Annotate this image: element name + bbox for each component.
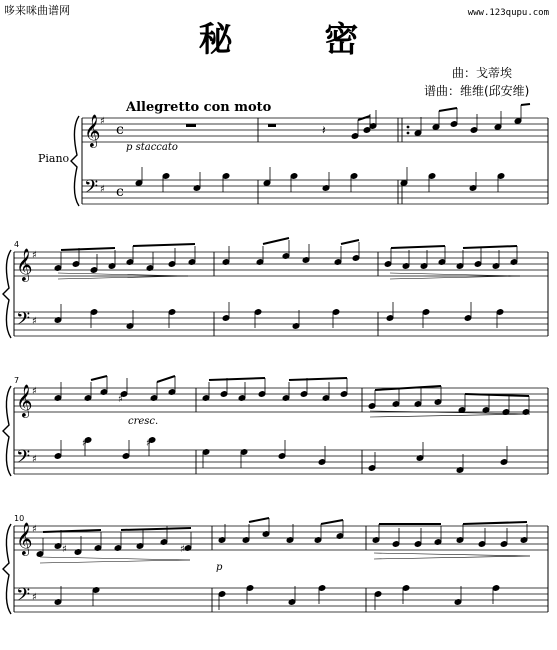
note-beam <box>321 520 343 524</box>
note-beam <box>263 238 289 244</box>
quarter-rest: 𝄽 <box>322 123 326 137</box>
note-beam <box>121 528 191 530</box>
hairpin <box>370 414 530 417</box>
treble-clef: 𝄞 <box>16 248 33 281</box>
note-beam <box>341 240 359 244</box>
bass-clef: 𝄢 <box>16 585 31 610</box>
key-signature-sharp: ♯ <box>32 454 37 465</box>
key-signature-sharp: ♯ <box>100 184 105 195</box>
note-beam <box>463 522 527 524</box>
key-signature-sharp: ♯ <box>100 116 105 127</box>
note-beam <box>463 246 517 248</box>
hairpin <box>390 276 520 279</box>
brace <box>3 524 11 614</box>
time-signature: c <box>116 122 124 138</box>
whole-rest <box>186 124 196 127</box>
key-signature-sharp: ♯ <box>32 250 37 261</box>
note-beam <box>439 108 457 111</box>
note-beam <box>209 378 265 380</box>
repeat-dot <box>407 126 410 129</box>
measure-number: 7 <box>14 376 20 385</box>
accidental-sharp: ♯ <box>146 438 151 449</box>
accidental-sharp: ♯ <box>180 544 185 555</box>
key-signature-sharp: ♯ <box>32 592 37 603</box>
measure-number: 10 <box>14 514 25 523</box>
brace <box>71 116 79 206</box>
treble-clef: 𝄞 <box>16 522 33 555</box>
time-signature: c <box>116 184 124 200</box>
half-rest <box>268 124 276 127</box>
instrument-label: Piano <box>38 152 70 165</box>
note-beam <box>91 376 107 380</box>
note-beam <box>521 104 530 105</box>
arranger-credit: 谱曲：维维(邱安维) <box>424 84 530 98</box>
hairpin <box>374 553 530 556</box>
hairpin <box>58 273 188 276</box>
tempo-marking: Allegretto con moto <box>126 100 272 115</box>
composer-credit: 曲：戈蒂埃 <box>452 66 513 80</box>
accidental-sharp: ♯ <box>62 544 67 555</box>
site-name: 哆来咪曲谱网 <box>4 4 70 17</box>
bass-clef: 𝄢 <box>84 177 99 202</box>
piece-title: 秘 密 <box>198 20 399 60</box>
hairpin <box>374 556 530 559</box>
bass-clef: 𝄢 <box>16 309 31 334</box>
note-beam <box>61 248 115 250</box>
key-signature-sharp: ♯ <box>32 316 37 327</box>
brace <box>3 386 11 476</box>
repeat-dot <box>407 132 410 135</box>
dynamic-marking-2: p <box>216 562 223 573</box>
bass-clef: 𝄢 <box>16 447 31 472</box>
key-signature-sharp: ♯ <box>32 386 37 397</box>
key-signature-sharp: ♯ <box>32 524 37 535</box>
note-beam <box>289 378 347 380</box>
hairpin <box>40 557 190 560</box>
note-beam <box>133 244 195 246</box>
treble-clef: 𝄞 <box>84 114 101 147</box>
note-beam <box>249 518 269 522</box>
cresc-marking: cresc. <box>128 416 159 427</box>
hairpin <box>58 276 188 279</box>
accidental-sharp: ♯ <box>118 394 123 405</box>
accidental-sharp: ♯ <box>82 438 87 449</box>
note-beam <box>391 246 445 248</box>
site-url: www.123qupu.com <box>467 8 549 18</box>
note-beam <box>157 376 175 382</box>
hairpin <box>40 560 190 563</box>
treble-clef: 𝄞 <box>16 384 33 417</box>
brace <box>3 250 11 338</box>
hairpin <box>390 273 520 276</box>
measure-number: 4 <box>14 240 20 249</box>
dynamic-marking: p staccato <box>126 142 178 153</box>
